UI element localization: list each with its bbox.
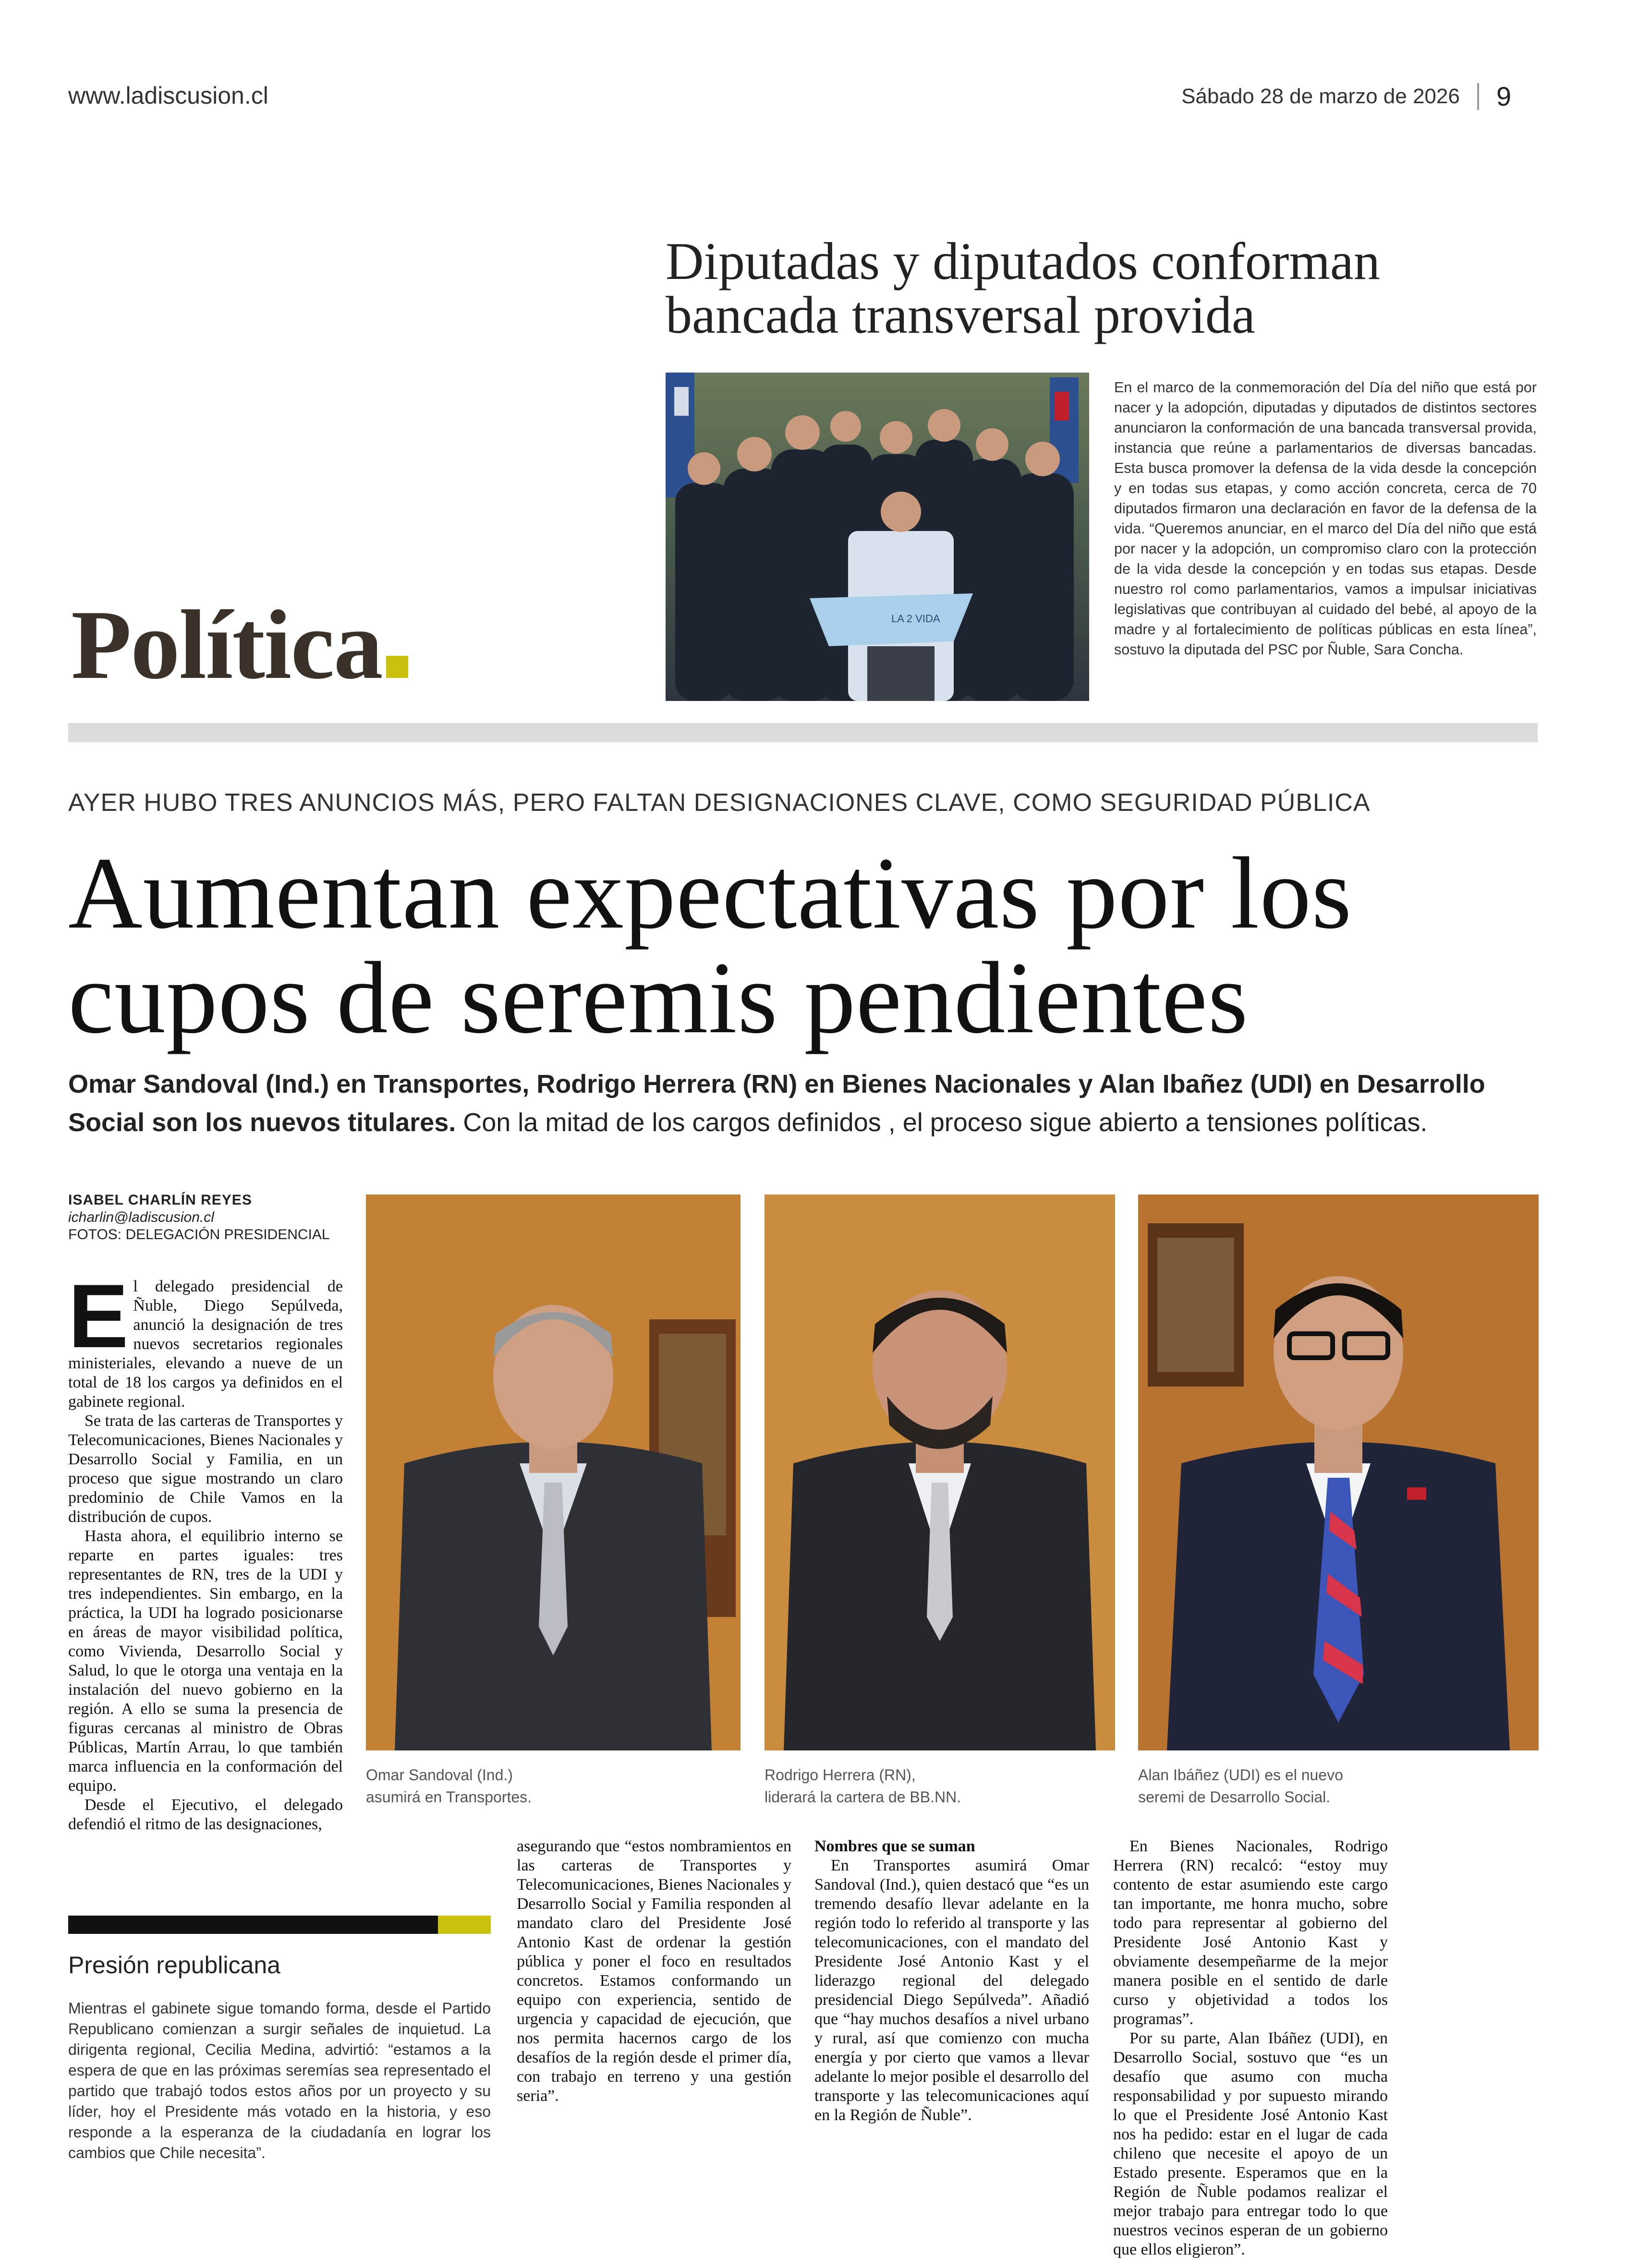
issue-date: Sábado 28 de marzo de 2026: [1181, 84, 1460, 108]
portrait-image: [1138, 1194, 1539, 1750]
photo-caption-3: Alan Ibáñez (UDI) es el nuevo seremi de Desarrollo Social.: [1138, 1766, 1343, 1806]
box-title: Presión republicana: [68, 1952, 280, 1978]
article-kicker: AYER HUBO TRES ANUNCIOS MÁS, PERO FALTAN DESIGNACIONES CLAVE, COMO SEGURIDAD PÚBLICA: [68, 789, 1371, 817]
section-divider: [68, 723, 1538, 742]
byline-email[interactable]: icharlin@ladiscusion.cl: [68, 1209, 214, 1225]
drop-cap: E: [68, 1266, 129, 1366]
paragraph: l delegado presidencial de Ñuble, Diego Sepúlveda, anunció la designación de tres nuevos secretarios regionales ministeriales, elevando a nueve de un total de 18 los cargos ya definidos en el gabinete regional.: [68, 1278, 343, 1411]
paragraph: asegurando que “estos nombramientos en las carteras de Transportes y Telecomunicaciones, Bienes Nacionales y Desarrollo Social y Familia responden al mandato claro del Presidente José Antonio Kast de ordenar la gestión pública y poner el foco en resultados concretos. Estamos conformando un equipo con experiencia, sentido de urgencia y capacidad de ejecución, que nos permita hacernos cargo de los desafíos de la región desde el primer día, con trabajo en terreno y una gestión seria”.: [517, 1837, 791, 2105]
page-header-info: [1181, 81, 1511, 112]
lead-bold: Omar Sandoval (Ind.) en Transportes, Rodrigo Herrera (RN) en Bienes Nacionales y Alan Ibañez (UDI) en Desarrollo Social son los nuevos titulares.: [68, 1070, 1485, 1137]
top-story-title: Diputadas y diputados conforman bancada transversal provida: [666, 232, 1380, 344]
section-accent-square: [386, 656, 408, 678]
article-column-4: [1113, 1837, 1388, 2259]
section-title: [71, 590, 408, 700]
byline-author: ISABEL CHARLÍN REYES: [68, 1192, 252, 1208]
paragraph: Se trata de las carteras de Transportes y Telecomunicaciones, Bienes Nacionales y Desarrollo Social y Familia, en un proceso que sigue mostrando un claro predominio de Chile Vamos en la distribución de cupos.: [68, 1412, 343, 1526]
photo-rodrigo-herrera: [765, 1194, 1115, 1750]
paragraph: Desde el Ejecutivo, el delegado defendió el ritmo de las designaciones,: [68, 1796, 343, 1833]
article-column-2: [517, 1837, 1089, 2231]
byline: [68, 1192, 366, 1243]
box-rule-accent: [438, 1916, 491, 1934]
top-story-photo: [666, 373, 1089, 701]
article-column-1: [68, 1266, 343, 1834]
portrait-image: [366, 1194, 741, 1750]
photo-alan-ibanez: [1138, 1194, 1539, 1750]
photo-caption-2: Rodrigo Herrera (RN), liderará la cartera de BB.NN.: [765, 1766, 961, 1806]
article-title: Aumentan expectativas por los cupos de seremis pendientes: [68, 836, 1352, 1055]
banner-text: LA 2 VIDA: [891, 613, 940, 625]
byline-photos: FOTOS: DELEGACIÓN PRESIDENCIAL: [68, 1227, 330, 1243]
portrait-image: [765, 1194, 1115, 1750]
box-body: Mientras el gabinete sigue tomando forma, desde el Partido Republicano comienzan a surgir señales de inquietud. La dirigenta regional, Cecilia Medina, advirtió: “estamos a la espera de que en las próximas seremías sea representado el partido que trabajó todos estos años por un proyecto y su líder, hoy el Presidente más votado en la historia, y eso responde a la esperanza de la ciudadanía en lograr los cambios que Chile necesita”.: [68, 2000, 491, 2161]
paragraph: En Bienes Nacionales, Rodrigo Herrera (RN) recalcó: “estoy muy contento de estar asumiendo este cargo tan importante, me honra mucho, sobre todo para representar al gobierno del Presidente José Antonio Kast y obviamente desempeñarme de la mejor manera posible en el sentido de darle curso y objetividad a todos los programas”.: [1113, 1837, 1388, 2028]
photo-omar-sandoval: [366, 1194, 741, 1750]
lead-rest: Con la mitad de los cargos definidos , el proceso sigue abierto a tensiones políticas.: [456, 1108, 1428, 1137]
photo-caption-1: Omar Sandoval (Ind.) asumirá en Transportes.: [366, 1766, 532, 1806]
site-url[interactable]: www.ladiscusion.cl: [68, 82, 268, 109]
paragraph: Hasta ahora, el equilibrio interno se reparte en partes iguales: tres representantes de RN, tres de la UDI y tres independientes. Sin embargo, en la práctica, la UDI ha logrado posicionarse en áreas de mayor visibilidad política, como Vivienda, Desarrollo Social y Salud, lo que le otorga una ventaja en la instalación del nuevo gobierno en la región. A ello se suma la presencia de figuras cercanas al ministro de Obras Públicas, Martín Arrau, lo que también marca influencia en la conformación del equipo.: [68, 1527, 343, 1795]
article-subhead: Nombres que se suman: [814, 1837, 975, 1855]
box-rule: [68, 1916, 491, 1934]
paragraph: En Transportes asumirá Omar Sandoval (Ind.), quien destacó que “es un tremendo desafío llevar adelante en la región todo lo referido al transporte y las telecomunicaciones, con el mandato del Presidente José Antonio Kast y el liderazgo regional del delegado presidencial Diego Sepúlveda”. Añadió que “hay muchos desafíos a nivel urbano y rural, así que comienzo con mucha energía y por cierto que vamos a llevar adelante lo mejor posible el desarrollo del transporte y las telecomunicaciones aquí en la Región de Ñuble”.: [814, 1857, 1089, 2124]
top-story-body: [1114, 377, 1537, 660]
page-number: 9: [1496, 81, 1511, 111]
section-name: Política: [71, 590, 382, 700]
paragraph: Por su parte, Alan Ibáñez (UDI), en Desarrollo Social, sostuvo que “es un desafío que asumo con mucha responsabilidad y por supuesto mirando lo que el Presidente José Antonio Kast nos ha pedido: estar en el lugar de cada chileno que necesite el apoyo de un Estado presente. Esperamos que en la Región de Ñuble podamos realizar el mejor trabajo para entregar todo lo que nuestros vecinos esperan de un gobierno que ellos eligieron”.: [1113, 2029, 1388, 2258]
top-story-text: En el marco de la conmemoración del Día del niño que está por nacer y la adopción, diputadas y diputados de distintos sectores anunciaron la conformación de una bancada transversal provida, instancia que reúne a parlamentarios de diversas bancadas. Esta busca promover la defensa de la vida desde la concepción y en todas sus etapas, y como acción concreta, cerca de 70 diputados firmaron una declaración en favor de la defensa de la vida. “Queremos anunciar, en el marco del Día del niño que está por nacer y la adopción, un compromiso claro con la protección de la vida desde la concepción y en todas sus etapas. Desde nuestro rol como parlamentarios, vamos a impulsar iniciativas legislativas que contribuyan al cuidado del bebé, al apoyo de la madre y al fortalecimiento de políticas públicas en esta línea”, sostuvo la diputada del PSC por Ñuble, Sara Concha.: [1114, 379, 1537, 658]
header-divider: [1477, 83, 1479, 110]
article-lead: [68, 1065, 1557, 1142]
press-conference-image: [666, 373, 1089, 701]
